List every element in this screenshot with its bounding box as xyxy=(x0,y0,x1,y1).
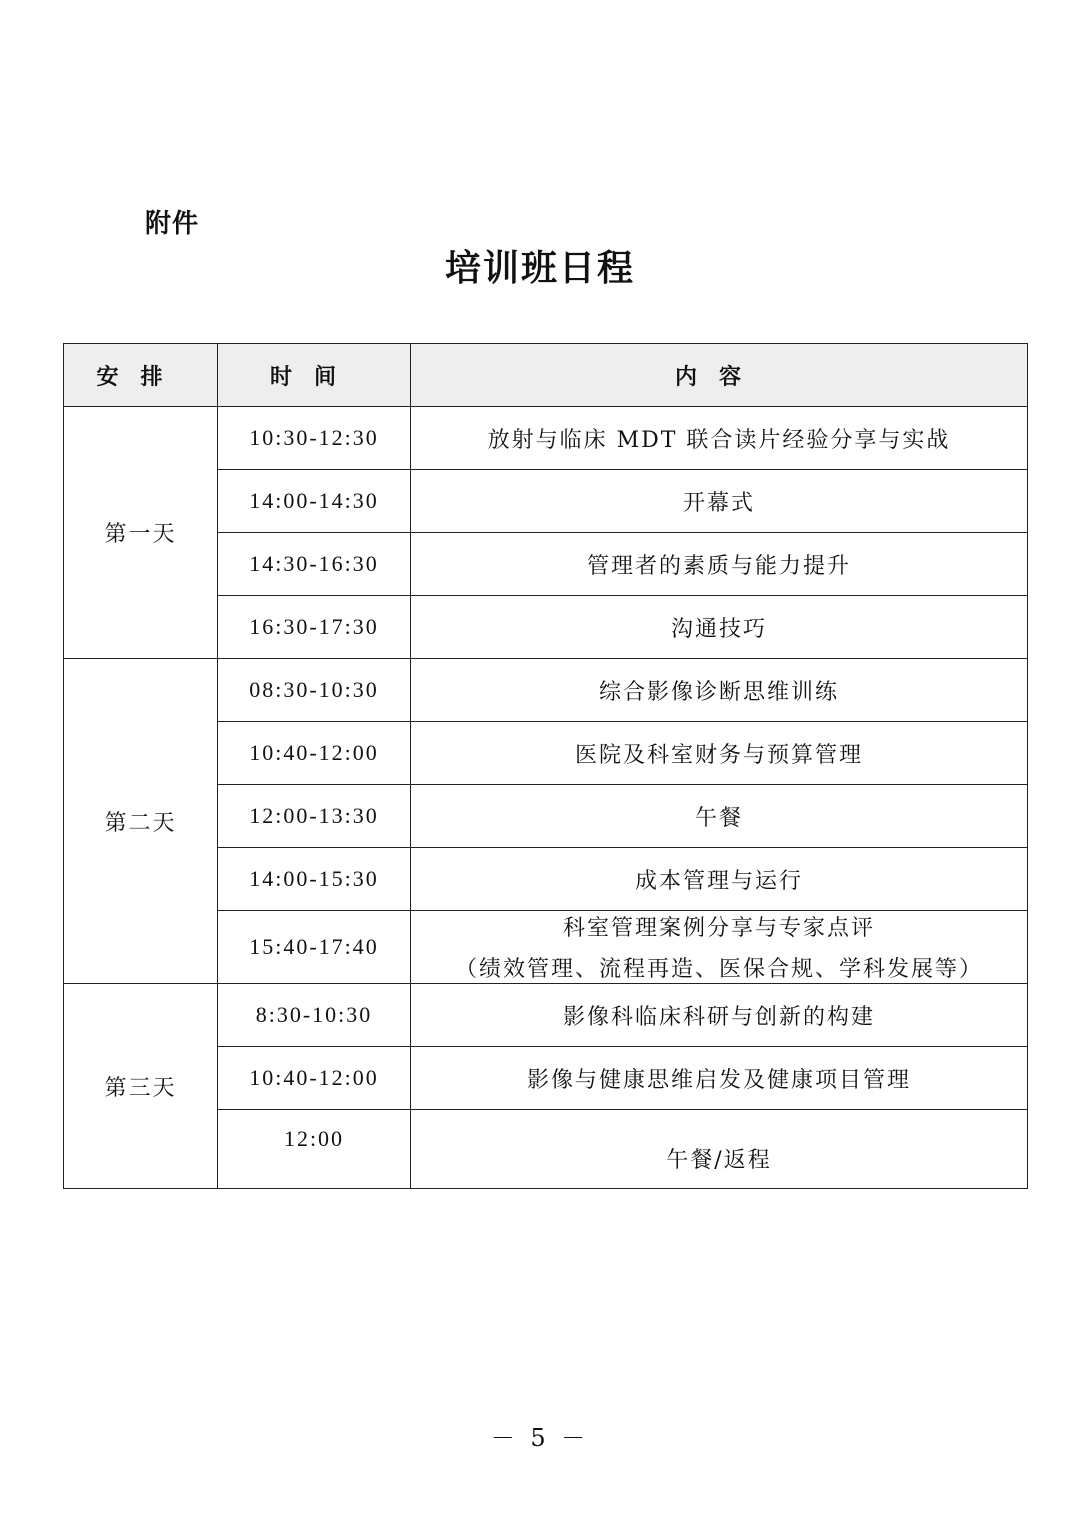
day-cell: 第二天 xyxy=(64,659,218,984)
content-cell: 管理者的素质与能力提升 xyxy=(411,533,1028,596)
day-cell: 第一天 xyxy=(64,407,218,659)
header-content: 内容 xyxy=(411,344,1028,407)
time-cell: 14:00-15:30 xyxy=(218,848,411,911)
time-cell: 14:00-14:30 xyxy=(218,470,411,533)
time-cell: 10:40-12:00 xyxy=(218,722,411,785)
content-cell: 成本管理与运行 xyxy=(411,848,1028,911)
table-row xyxy=(64,407,1028,470)
content-cell: 综合影像诊断思维训练 xyxy=(411,659,1028,722)
day-cell: 第三天 xyxy=(64,984,218,1189)
page-title: 培训班日程 xyxy=(444,248,635,289)
content-cell: 放射与临床 MDT 联合读片经验分享与实战 xyxy=(411,407,1028,470)
schedule-table xyxy=(63,343,1028,1189)
attachment-label: 附件 xyxy=(145,209,200,239)
content-cell: 影像与健康思维启发及健康项目管理 xyxy=(411,1047,1028,1110)
content-cell xyxy=(411,911,1028,984)
time-cell: 10:30-12:30 xyxy=(218,407,411,470)
page-number: － 5 － xyxy=(490,1424,590,1452)
header-row xyxy=(64,344,1028,407)
content-cell: 午餐 xyxy=(411,785,1028,848)
content-cell: 开幕式 xyxy=(411,470,1028,533)
table-row xyxy=(64,659,1028,722)
table-row xyxy=(64,984,1028,1047)
time-cell: 12:00-13:30 xyxy=(218,785,411,848)
time-cell: 15:40-17:40 xyxy=(218,911,411,984)
content-cell: 沟通技巧 xyxy=(411,596,1028,659)
content-line-1: 科室管理案例分享与专家点评 xyxy=(562,916,875,941)
header-arrangement: 安排 xyxy=(64,344,218,407)
time-cell: 8:30-10:30 xyxy=(218,984,411,1047)
time-cell: 08:30-10:30 xyxy=(218,659,411,722)
content-cell: 医院及科室财务与预算管理 xyxy=(411,722,1028,785)
content-cell: 影像科临床科研与创新的构建 xyxy=(411,984,1028,1047)
content-cell: 午餐/返程 xyxy=(411,1110,1028,1189)
header-time: 时间 xyxy=(218,344,411,407)
content-line-2: （绩效管理、流程再造、医保合规、学科发展等） xyxy=(454,957,983,982)
time-cell: 10:40-12:00 xyxy=(218,1047,411,1110)
time-cell: 16:30-17:30 xyxy=(218,596,411,659)
time-cell: 12:00 xyxy=(218,1110,411,1189)
time-cell: 14:30-16:30 xyxy=(218,533,411,596)
